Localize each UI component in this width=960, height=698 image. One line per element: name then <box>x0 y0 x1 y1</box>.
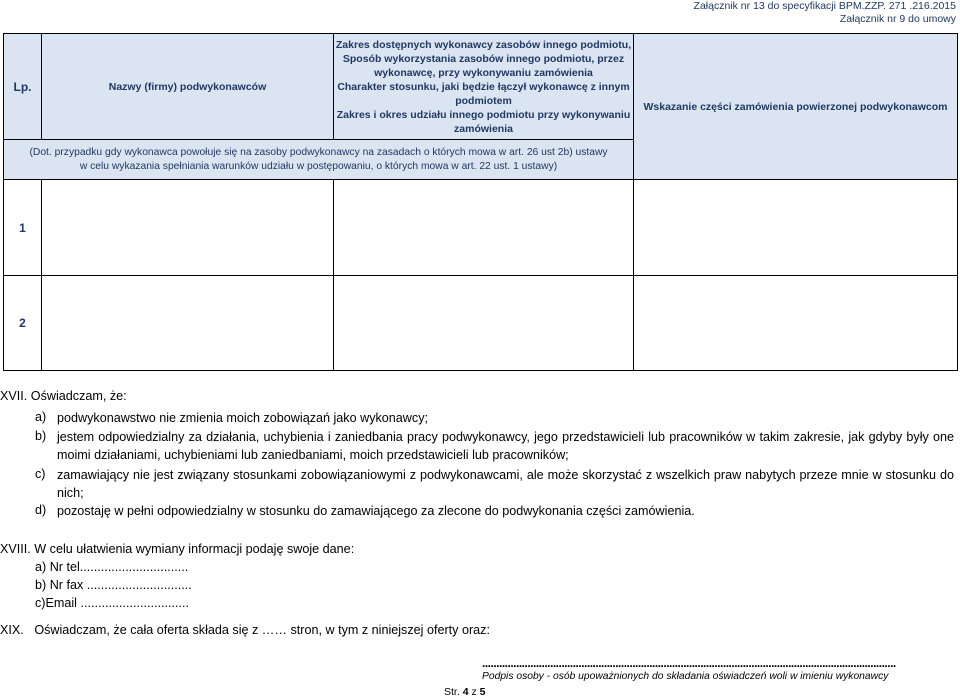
page-total: 5 <box>479 686 486 698</box>
scope-line: Sposób wykorzystania zasobów innego podmiotu, przez <box>342 52 625 65</box>
section-xviii-heading <box>0 541 954 558</box>
signature-caption: Podpis osoby - osób upoważnionych do składania oświadczeń woli w imieniu wykonawcy <box>482 671 889 682</box>
section-text: Oświadczam, że cała oferta składa się z …… stron, w tym z niniejszej oferty oraz: <box>34 623 490 637</box>
scope-line: Charakter stosunku, jaki będzie łączył wykonawcę z innym <box>337 80 630 93</box>
page-separator: z <box>468 686 480 698</box>
table-row <box>4 276 958 371</box>
scope-line: podmiotem <box>455 94 512 107</box>
table-note <box>4 140 634 180</box>
section-heading: Oświadczam, że: <box>30 389 127 403</box>
table-row <box>4 180 958 276</box>
phone-field[interactable]: a) Nr tel............................... <box>35 560 189 574</box>
fax-field[interactable]: b) Nr fax .............................. <box>35 578 192 592</box>
item-label: c) <box>35 467 46 481</box>
note-line-1: (Dot. przypadku gdy wykonawca powołuje się na zasoby podwykonawcy na zasadach o których mowa w art. 26 ust 2b) ustawy <box>29 146 608 158</box>
column-header-lp: Lp. <box>4 34 42 140</box>
subcontractor-name-cell[interactable] <box>42 276 334 371</box>
reference-line-2: Załącznik nr 9 do umowy <box>839 13 956 25</box>
page-current: 4 <box>462 686 469 698</box>
scope-line: Zakres dostępnych wykonawcy zasobów innego podmiotu, <box>335 38 632 51</box>
note-line-2: w celu wykazania spełniania warunków udziału w postępowaniu, o których mowa w art. 22 ust. 1 ustawy) <box>79 160 558 172</box>
section-xvii-heading <box>0 388 954 405</box>
reference-line-1: Załącznik nr 13 do specyfikacji BPM.ZZP. 271 .216.2015 <box>693 0 956 12</box>
section-xix <box>0 622 954 639</box>
page-number <box>444 686 485 698</box>
email-field[interactable]: c)Email ............................... <box>35 596 189 610</box>
section-number: XVIII. <box>0 542 31 556</box>
section-number: XIX. <box>0 623 24 637</box>
section-number: XVII. <box>0 389 28 403</box>
item-label: b) <box>35 429 47 443</box>
resource-scope-cell[interactable] <box>334 180 634 276</box>
document-reference <box>694 0 956 26</box>
subcontractor-table <box>3 33 958 371</box>
item-label: d) <box>35 503 47 517</box>
signature-line[interactable]: .................................................................................................................................................. <box>482 656 896 670</box>
scope-line: zamówienia <box>454 122 513 135</box>
page-prefix: Str. <box>444 686 463 698</box>
subcontracted-part-cell[interactable] <box>634 276 958 371</box>
statement-item: zamawiający nie jest związany stosunkami zobowiązaniowymi z podwykonawcami, ale może skorzystać z wszelkich praw nabytych przeze mnie w stosunku do nich; <box>57 468 954 500</box>
statement-item: podwykonawstwo nie zmienia moich zobowiązań jako wykonawcy; <box>57 411 428 425</box>
row-number: 1 <box>4 180 42 276</box>
column-header-resource-scope <box>334 34 634 140</box>
scope-line: wykonawcę, przy wykonywaniu zamówienia <box>374 66 593 79</box>
subcontractor-name-cell[interactable] <box>42 180 334 276</box>
section-heading: W celu ułatwienia wymiany informacji podaję swoje dane: <box>34 542 355 556</box>
statement-item: jestem odpowiedzialny za działania, uchybienia i zaniedbania pracy podwykonawcy, jego przedstawicieli lub pracowników w takim zakresie, jak gdyby były one moimi działaniami, uchybieniami lub zaniedbaniami, moich przedstawicieli lub pracowników; <box>57 430 954 462</box>
item-label: a) <box>35 410 47 424</box>
row-number: 2 <box>4 276 42 371</box>
resource-scope-cell[interactable] <box>334 276 634 371</box>
scope-line: Zakres i okres udziału innego podmiotu przy wykonywaniu <box>336 108 631 121</box>
statement-item: pozostaję w pełni odpowiedzialny w stosunku do zamawiającego za zlecone do podwykonania części zamówienia. <box>57 504 695 518</box>
subcontracted-part-cell[interactable] <box>634 180 958 276</box>
column-header-subcontractor-names: Nazwy (firmy) podwykonawców <box>42 34 334 140</box>
column-header-subcontracted-part: Wskazanie części zamówienia powierzonej podwykonawcom <box>634 34 958 180</box>
